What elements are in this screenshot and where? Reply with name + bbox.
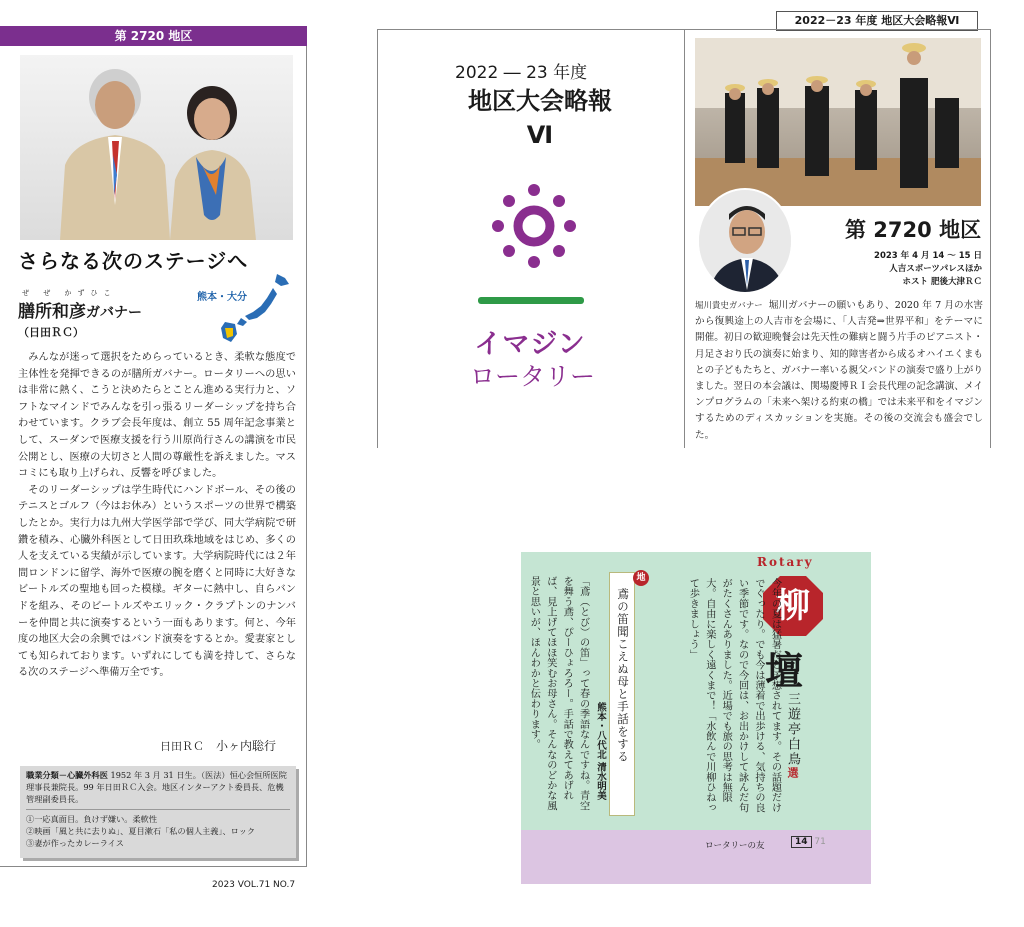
judge-name — [783, 692, 802, 780]
award-badge: 地 — [633, 570, 649, 586]
band-performance-photo — [695, 38, 981, 206]
page-number-gray: 71 — [814, 837, 826, 847]
profile-paragraph: そのリーダーシップは学生時代にハンドボール、その後のテニスとゴルフ（今はお休み）というスポーツの世界で構築したとか。実行力は九州大学医学部で学び、同大学病院で研鑽を積み、心臓外科医として日田玖珠地域をはじめ、多くの人を支えている実績が示しています。大学病院時代には２年間ロンドンに留学、海外で医療の腕を磨くと同時に大好きなビートルズの聖地も回った模様。ギターに熱中し、自らバンドを組み、そのビートルズやエリック・クラプトンのナンバーを仲間と共に演奏するという一面もあります。何と、今年度の地区大会の余興ではバンド演奏をするとか。愛妻家としても知られております。いずれにしても満を持して、さらなる次のステージへ準備万全です。 — [18, 484, 296, 679]
portrait-caption: 堀川貴史ガバナー — [695, 300, 763, 310]
governor-portrait — [697, 188, 793, 294]
judge-comment: 「鳶（とび）の笛」って春の季語なんですね。青空を舞う鳶、ぴーひょろろー。手話で教えてあげれば、見上げてほほ笑むお母さん。そんなのどかな風景と思いが、ほんわかと伝わります。 — [528, 576, 589, 811]
theme-subtitle: ロータリー — [469, 362, 595, 391]
divider — [990, 30, 991, 448]
event-venue: 人吉スポーツパレスほか — [889, 264, 982, 274]
column-title-dan: 壇 — [765, 649, 804, 693]
event-meta — [800, 250, 982, 289]
series-tab: 2022－23 年度 地区大会略報Ⅵ — [776, 11, 978, 31]
governor-couple-photo — [20, 55, 293, 240]
district-title: 第 2720 地区 — [845, 218, 982, 242]
profile-text: 1952 年 3 月 31 日生。（医法）恒心会恒所医院理事長兼院長。99 年日田ＲＣ入会。地区インターアクト委員長、危機管理副委員長。 — [26, 770, 287, 804]
profile-list — [26, 813, 290, 849]
event-date: 2023 年 4 月 14 〜 15 日 — [874, 251, 982, 261]
winning-poem: 鳶の笛聞こえぬ母と手話をする — [616, 588, 630, 763]
profile-info-box — [20, 766, 296, 858]
theme-title: イマジン — [474, 329, 586, 360]
event-host: ホスト 肥後大津ＲＣ — [902, 277, 982, 287]
column-intro: 今年の夏は猛暑だと予想されてます。その話題だけでぐったり。でも今は薄着で出歩ける、気持ちの良い季節です。なので今回は、お出かけして詠んだ句がたくさんありました。近場でも旅の思考は無限大。自由に楽しく遠くまで！「水飲んで川柳ひねって歩きましょう」 — [687, 578, 781, 813]
profile-list-item: ①一応真面目。負けず嫌い。柔軟性 — [26, 814, 158, 824]
reporter-credit — [160, 737, 276, 754]
governor-name — [18, 297, 142, 322]
report-text: 堀川ガバナーの願いもあり、2020 年 7 月の水害から復興途上の人吉市を会場に、「人吉発⇒世界平和」をテーマに開催。初日の歓迎晩餐会は先天性の難病と闘う片手のピアニスト・月足さおり氏の演奏に始まり、知的障害者から成るオハイエくまもとの子どもたちと、ガバナー率いる親父バンドの演奏で盛り上がりました。翌日の本会議は、関場慶博ＲＩ会長代理の記念講演、メインプログラムの「未来へ架ける約束の橋」では未来平和をイマジンするためのディスカッションを実施。その後の交流会も盛会でした。 — [695, 300, 984, 441]
page-number — [791, 837, 826, 847]
report-title-line: 地区大会略報 — [468, 87, 612, 115]
divider — [684, 30, 685, 448]
report-title — [455, 84, 625, 152]
region-label: 熊本・大分 — [197, 292, 247, 303]
report-year: 2022 ― 23 年度 — [455, 63, 588, 83]
reporter-name: 小ヶ内聡行 — [216, 739, 277, 753]
theme-bar — [478, 297, 584, 304]
reporter-club: 日田ＲＣ — [160, 740, 204, 753]
governor-profile-column — [0, 0, 310, 900]
column-title-yanagi: 柳 — [776, 586, 810, 626]
governor-club: （日田ＲＣ） — [18, 326, 84, 339]
poet-credit: 熊本・八代北 清水明美 — [595, 702, 606, 801]
senryu-panel — [521, 552, 871, 884]
divider — [306, 46, 307, 866]
imagine-rotary-logo-icon — [488, 180, 580, 272]
divider — [26, 809, 290, 810]
page-number-box: 14 — [791, 836, 812, 848]
rotary-label: Rotary — [757, 555, 814, 569]
judge-name-text: 三遊亭白鳥 — [785, 692, 800, 767]
profile-paragraph: みんなが迷って選択をためらっているとき、柔軟な態度で主体性を発揮できるのが膳所ガバナー。ロータリーへの思いは非常に熱く、こうと決めたらとことん進める実行力と、ソフトなマインドでみんなを引っ張るリーダーシップを持ち合わせています。クラブ会長年度は、創立 55 周年記念事業として、スーダンで医療支援を行う川原尚行さんの講演を市民公開とし、医療の大切さと人間の尊厳性を訴えました。マスコミにも取り上げられ、反響を呼びました。 — [18, 352, 296, 480]
governor-name-text: 膳所和彦 — [18, 302, 86, 322]
profile-body — [18, 350, 296, 682]
profile-category: 職業分類－心臓外科医 — [26, 770, 108, 780]
report-body — [695, 297, 983, 444]
profile-list-item: ②映画「風と共に去りぬ」、夏目漱石「私の個人主義」、ロック — [26, 826, 256, 836]
report-title-number: Ⅵ — [526, 121, 554, 149]
profile-headline: さらなる次のステージへ — [18, 249, 249, 273]
name-ruby: ぜ ぜ かずひこ — [22, 289, 117, 297]
governor-role: ガバナー — [86, 305, 142, 321]
japan-map-icon — [215, 272, 295, 344]
judge-suffix: 選 — [786, 767, 799, 780]
divider — [0, 866, 307, 867]
magazine-name: ロータリーの友 — [705, 841, 765, 851]
district-header: 第 2720 地区 — [0, 26, 307, 46]
issue-footer: 2023 VOL.71 NO.7 — [212, 880, 296, 890]
profile-list-item: ③妻が作ったカレーライス — [26, 838, 124, 848]
